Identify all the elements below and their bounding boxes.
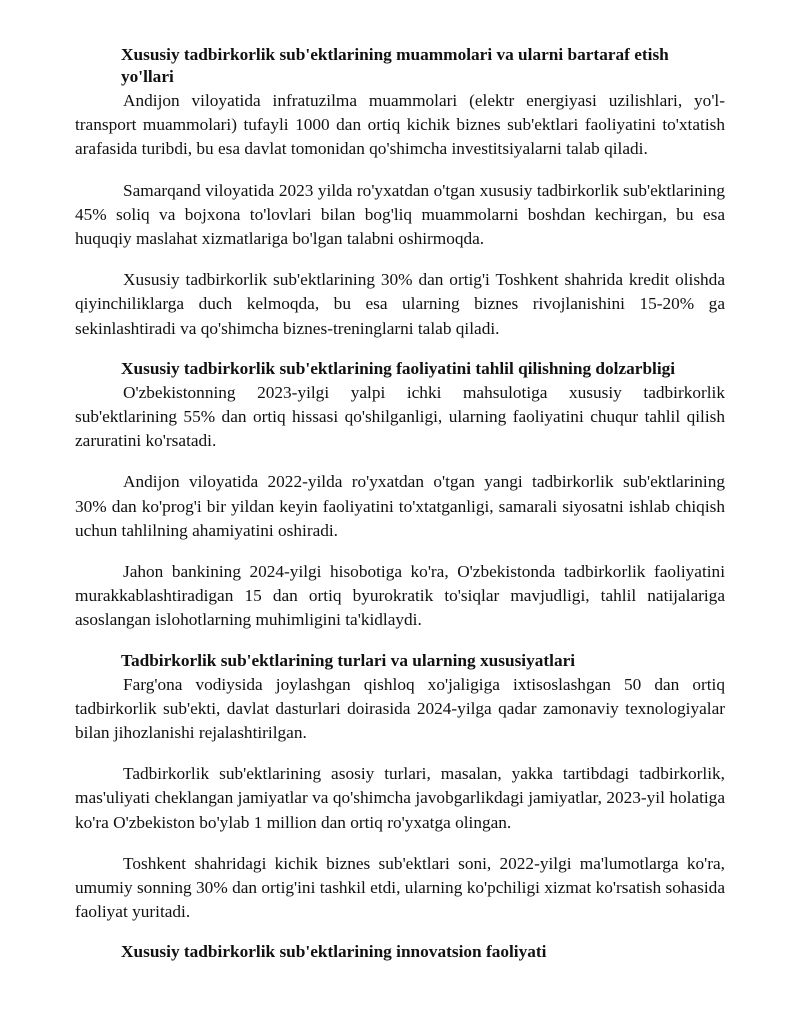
section-heading: Tadbirkorlik sub'ektlarining turlari va ularning xususiyatlari [121,650,576,670]
paragraph: Samarqand viloyatida 2023 yilda ro'yxatdan o'tgan xususiy tadbirkorlik sub'ektlarining 45% soliq va bojxona to'lovlari bilan bog'liq muammolarni boshdan kechirgan, bu esa huquqiy maslahat xizmatlariga bo'lgan talabni oshirmoqda. [75,180,725,249]
paragraph: Toshkent shahridagi kichik biznes sub'ektlari soni, 2022-yilgi ma'lumotlarga ko'ra, umumiy sonning 30% dan ortig'ini tashkil etdi, ularning ko'pchiligi xizmat ko'rsatish sohasida faoliyat yuritadi. [75,853,725,922]
paragraph: Andijon viloyatida infratuzilma muammolari (elektr energiyasi uzilishlari, yo'l-transport muammolari) tufayli 1000 dan ortiq kichik biznes sub'ektlari faoliyatini to'xtatish arafasida turibdi, bu esa davlat tomonidan qo'shimcha investitsiyalarni talab qiladi. [75,91,725,159]
section-heading: Xususiy tadbirkorlik sub'ektlarining innovatsion faoliyati [121,942,547,962]
paragraph: Andijon viloyatida 2022-yilda ro'yxatdan o'tgan yangi tadbirkorlik sub'ektlarining 30% dan ko'prog'i bir yildan keyin faoliyatini to'xtatganligi, samarali siyosatni ishlab chiqish uchun tahlilning ahamiyatini oshiradi. [75,472,725,540]
paragraph: Xususiy tadbirkorlik sub'ektlarining 30% dan ortig'i Toshkent shahrida kredit olishda qiyinchiliklarga duch kelmoqda, bu esa ularning biznes rivojlanishini 15-20% ga sekinlashtiradi va qo'shimcha biznes-treninglarni talab qiladi. [75,270,725,338]
section-heading: Xususiy tadbirkorlik sub'ektlarining muammolari va ularni bartaraf etish yo'llari [121,45,669,86]
paragraph: O'zbekistonning 2023-yilgi yalpi ichki mahsulotiga xususiy tadbirkorlik sub'ektlarining 55% dan ortiq hissasi qo'shilganligi, ularning faoliyatini chuqur tahlil qilish zaruratini ko'rsatadi. [75,382,725,451]
paragraph: Jahon bankining 2024-yilgi hisobotiga ko'ra, O'zbekistonda tadbirkorlik faoliyatini murakkablashtiradigan 15 dan ortiq byurokratik to'siqlar mavjudligi, tahlil natijalariga asoslangan islohotlarning muhimligini ta'kidlaydi. [75,562,725,630]
section-relevance [75,358,725,633]
paragraph: Tadbirkorlik sub'ektlarining asosiy turlari, masalan, yakka tartibdagi tadbirkorlik, mas'uliyati cheklangan jamiyatlar va qo'shimcha javobgarlikdagi jamiyatlar, 2023-yil holatiga ko'ra O'zbekiston bo'ylab 1 million dan ortiq ro'yxatga olingan. [75,764,725,832]
section-heading: Xususiy tadbirkorlik sub'ektlarining faoliyatini tahlil qilishning dolzarbligi [121,358,676,378]
document-page [75,44,725,963]
section-problems [75,44,725,341]
section-innovation [75,941,725,963]
paragraph: Farg'ona vodiysida joylashgan qishloq xo'jaligiga ixtisoslashgan 50 dan ortiq tadbirkorlik sub'ekti, davlat dasturlari doirasida 2024-yilga qadar zamonaviy texnologiyalar bilan jihozlanishi rejalashtirilgan. [75,674,725,743]
section-types [75,650,725,925]
